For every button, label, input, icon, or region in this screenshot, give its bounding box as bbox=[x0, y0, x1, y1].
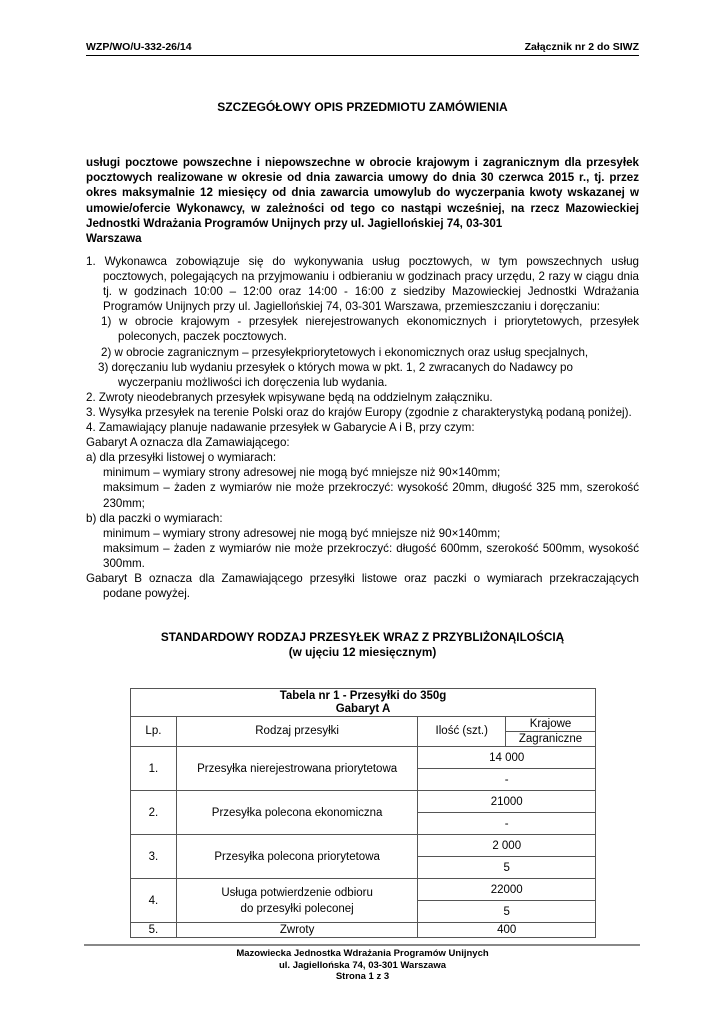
gabaryt-a-letter-min: minimum – wymiary strony adresowej nie mogą być mniejsze niż 90×140mm; bbox=[103, 466, 501, 480]
row-foreign: - bbox=[418, 769, 596, 791]
intro-last-line: Warszawa bbox=[86, 232, 142, 246]
table-row bbox=[131, 791, 596, 813]
shipments-table bbox=[130, 688, 596, 938]
section-title: STANDARDOWY RODZAJ PRZESYŁEK WRAZ Z PRZYBLIŻONĄILOŚCIĄ bbox=[160, 630, 565, 644]
row-lp: 4. bbox=[131, 879, 177, 923]
document-body bbox=[86, 254, 639, 601]
page-header bbox=[86, 40, 639, 56]
document-title: SZCZEGÓŁOWY OPIS PRZEDMIOTU ZAMÓWIENIA bbox=[217, 100, 508, 114]
gabaryt-a-label: Gabaryt A oznacza dla Zamawiającego: bbox=[86, 436, 290, 450]
table-caption bbox=[131, 689, 596, 717]
intro-paragraph bbox=[86, 155, 639, 246]
header-domestic: Krajowe bbox=[506, 717, 596, 732]
table-row bbox=[131, 747, 596, 769]
table-row bbox=[131, 923, 596, 938]
list-item-3: 3. Wysyłka przesyłek na terenie Polski oraz do krajów Europy (zgodnie z charakterystyką podaną poniżej). bbox=[86, 405, 632, 419]
attachment-label: Załącznik nr 2 do SIWZ bbox=[524, 41, 639, 53]
list-item-1: 1. Wykonawca zobowiązuje się do wykonywania usług pocztowych, w tym powszechnych usług pocztowych, polegających na przyjmowaniu i odbieraniu w godzinach pracy urzędu, 2 razy w ciągu dnia tj. w godzinach 10:00 – 12:00 oraz 14:00 - 16:00 z siedziby Mazowieckiej Jednostki Wdrażania Programów Unijnych przy ul. Jagiellońskiej 74, 03-301 Warszawa, przemieszczaniu i doręczaniu: bbox=[86, 255, 639, 314]
header-foreign: Zagraniczne bbox=[506, 732, 596, 747]
gabaryt-b-description: Gabaryt B oznacza dla Zamawiającego przesyłki listowe oraz paczki o wymiarach przekraczających podane powyżej. bbox=[86, 571, 639, 601]
row-type: Usługa potwierdzenie odbioru do przesyłki poleconej bbox=[176, 879, 418, 923]
gabaryt-a-letter-max: maksimum – żaden z wymiarów nie może przekroczyć: wysokość 20mm, długość 325 mm, szerokość 230mm; bbox=[103, 481, 639, 510]
row-foreign: - bbox=[418, 813, 596, 835]
row-qty: 400 bbox=[418, 923, 596, 938]
list-item-2: 2. Zwroty nieodebranych przesyłek wpisywane będą na oddzielnym załączniku. bbox=[86, 390, 493, 404]
section-heading bbox=[130, 630, 595, 660]
row-lp: 5. bbox=[131, 923, 177, 938]
gabaryt-a-parcel-max: maksimum – żaden z wymiarów nie może przekroczyć: długość 600mm, szerokość 500mm, wysokość 300mm. bbox=[103, 541, 639, 570]
row-lp: 3. bbox=[131, 835, 177, 879]
footer-divider bbox=[84, 944, 640, 946]
table-row bbox=[131, 879, 596, 901]
section-subtitle: (w ujęciu 12 miesięcznym) bbox=[288, 645, 437, 659]
document-reference: WZP/WO/U-332-26/14 bbox=[86, 41, 192, 53]
row-lp: 1. bbox=[131, 747, 177, 791]
header-qty: Ilość (szt.) bbox=[418, 717, 506, 747]
header-type: Rodzaj przesyłki bbox=[176, 717, 418, 747]
list-subitem-2: 2) w obrocie zagranicznym – przesyłekpriorytetowych i ekonomicznych oraz usług specjalnych, bbox=[101, 345, 589, 359]
row-type: Przesyłka polecona priorytetowa bbox=[176, 835, 418, 879]
row-foreign: 5 bbox=[418, 857, 596, 879]
row-lp: 2. bbox=[131, 791, 177, 835]
row-domestic: 14 000 bbox=[418, 747, 596, 769]
intro-text: usługi pocztowe powszechne i niepowszechne w obrocie krajowym i zagranicznym dla przesyłek pocztowych realizowane w okresie od dnia zawarcia umowy do dnia 30 czerwca 2015 r., tj. przez okres maksymalnie 12 miesięcy od dnia zawarcia umowylub do wyczerpania kwoty wskazanej w umowie/ofercie Wykonawcy, w zależności od tego co nastąpi wcześniej, na rzecz Mazowieckiej Jednostki Wdrażania Programów Unijnych przy ul. Jagiellońskiej 74, 03-301 bbox=[86, 156, 639, 230]
row-type: Przesyłka polecona ekonomiczna bbox=[176, 791, 418, 835]
footer-organization: Mazowiecka Jednostka Wdrażania Programów Unijnych bbox=[236, 948, 489, 959]
list-subitem-3: 3) doręczaniu lub wydaniu przesyłek o których mowa w pkt. 1, 2 zwracanych do Nadawcy po wyczerpaniu możliwości ich doręczenia lub wydania. bbox=[98, 360, 573, 389]
list-item-4: 4. Zamawiający planuje nadawanie przesyłek w Gabarycie A i B, przy czym: bbox=[86, 421, 475, 435]
footer-address: ul. Jagiellońska 74, 03-301 Warszawa bbox=[278, 959, 447, 971]
row-domestic: 21000 bbox=[418, 791, 596, 813]
row-type: Zwroty bbox=[176, 923, 418, 938]
gabaryt-a-parcel-min: minimum – wymiary strony adresowej nie mogą być mniejsze niż 90×140mm; bbox=[103, 526, 501, 540]
table-row bbox=[131, 835, 596, 857]
page-number: Strona 1 z 3 bbox=[335, 971, 390, 982]
list-subitem-1: 1) w obrocie krajowym - przesyłek nierejestrowanych ekonomicznych i priorytetowych, przesyłek poleconych, paczek pocztowych. bbox=[101, 315, 639, 344]
row-domestic: 22000 bbox=[418, 879, 596, 901]
gabaryt-a-letter-label: a) dla przesyłki listowej o wymiarach: bbox=[86, 451, 277, 465]
gabaryt-a-parcel-label: b) dla paczki o wymiarach: bbox=[86, 511, 223, 525]
row-domestic: 2 000 bbox=[418, 835, 596, 857]
row-foreign: 5 bbox=[418, 901, 596, 923]
table-caption-line2: Gabaryt A bbox=[335, 702, 391, 715]
header-lp: Lp. bbox=[131, 717, 177, 747]
table-caption-line1: Tabela nr 1 - Przesyłki do 350g bbox=[279, 689, 447, 702]
page-footer bbox=[86, 948, 639, 983]
row-type: Przesyłka nierejestrowana priorytetowa bbox=[176, 747, 418, 791]
